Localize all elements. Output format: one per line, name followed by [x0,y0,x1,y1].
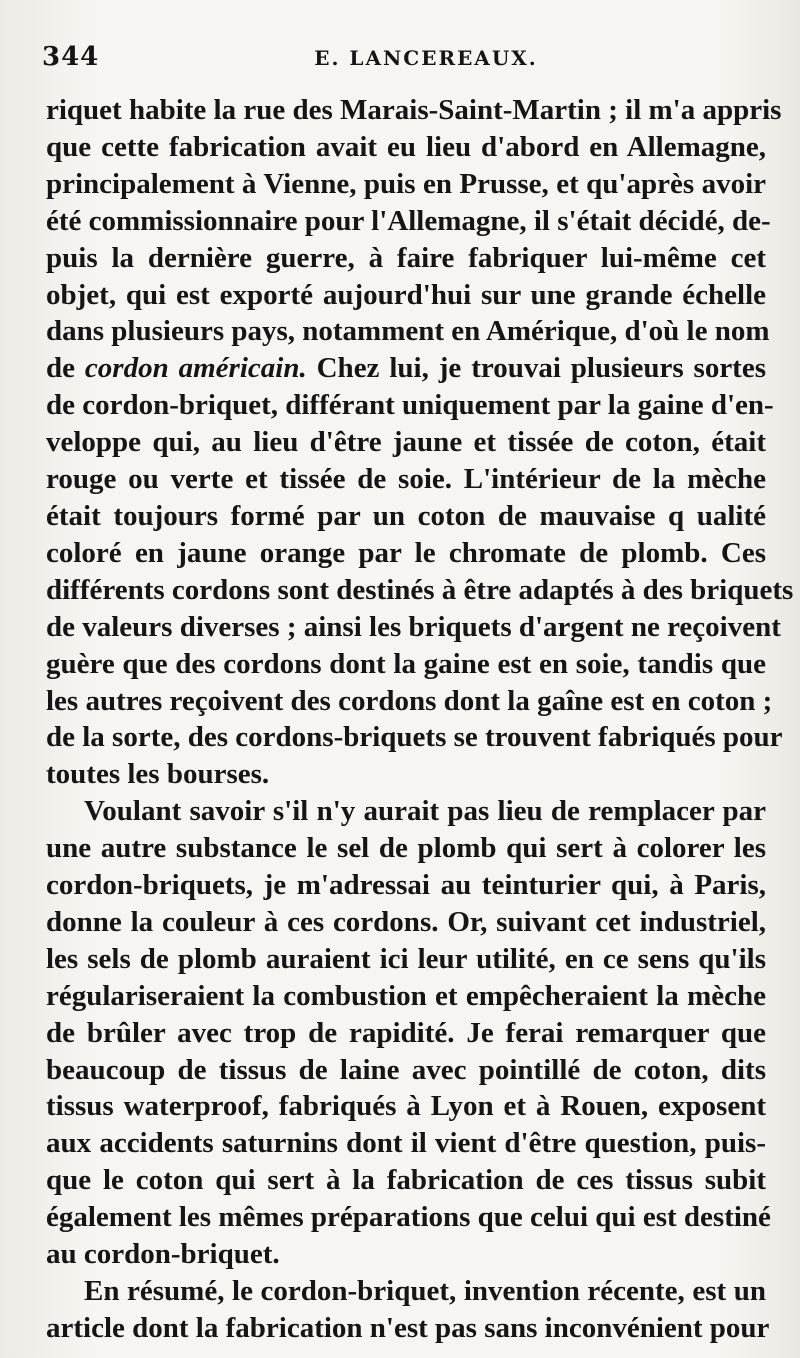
text-line: de cordon américain. Chez lui, je trouvai plusieurs sortes [46,352,766,385]
text-line: puis la dernière guerre, à faire fabriquer lui-même cet [46,241,766,274]
text-line: guère que des cordons dont la gaine est en soie, tandis que [46,647,766,680]
body-text [46,92,794,1347]
text-line: au cordon-briquet. [46,1238,280,1271]
text-line: les autres reçoivent des cordons dont la gaîne est en coton ; [46,684,773,717]
text-line: également les mêmes préparations que celui qui est destiné [46,1201,771,1234]
text-line: veloppe qui, au lieu d'être jaune et tissée de coton, était [46,426,766,459]
text-line: de valeurs diverses ; ainsi les briquets d'argent ne reçoivent [46,610,781,643]
paragraph [46,793,771,1273]
text-line: de brûler avec trop de rapidité. Je ferai remarquer que [46,1016,766,1049]
text-line: riquet habite la rue des Marais-Saint-Martin ; il m'a appris [46,94,782,126]
text-line: les sels de plomb auraient ici leur utilité, en ce sens qu'ils [46,942,766,975]
text-line: que le coton qui sert à la fabrication de ces tissus subit [46,1164,766,1197]
text-line: cordon-briquets, je m'adressai au teinturier qui, à Paris, [46,869,766,902]
text-line: coloré en jaune orange par le chromate de plomb. Ces [46,536,766,569]
paragraph [46,1273,770,1347]
text-line: objet, qui est exporté aujourd'hui sur une grande échelle [46,278,766,311]
text-line: régulariseraient la combustion et empêcheraient la mèche [46,979,766,1012]
page-header [42,40,766,80]
text-line: était toujours formé par un coton de mauvaise q ualité [46,499,766,532]
text-line: donne la couleur à ces cordons. Or, suivant cet industriel, [46,905,766,938]
text-line: toutes les bourses. [46,758,270,791]
text-line: Voulant savoir s'il n'y aurait pas lieu de remplacer par [84,795,766,828]
text-line: En résumé, le cordon-briquet, invention récente, est un [84,1275,766,1307]
text-line: article dont la fabrication n'est pas sans inconvénient pour [46,1311,770,1344]
text-line: principalement à Vienne, puis en Prusse, et qu'après avoir [46,167,766,200]
text-line: rouge ou verte et tissée de soie. L'intérieur de la mèche [46,463,766,496]
text-line: une autre substance le sel de plomb qui sert à colorer les [46,832,766,865]
text-line: dans plusieurs pays, notamment en Amérique, d'où le nom [46,315,770,348]
text-line: de la sorte, des cordons-briquets se trouvent fabriqués pour [46,721,783,754]
page-number: 344 [42,42,100,72]
text-line: tissus waterproof, fabriqués à Lyon et à Rouen, exposent [46,1090,766,1123]
text-line: que cette fabrication avait eu lieu d'abord en Allemagne, [46,130,766,163]
paragraph [46,92,794,793]
text-line: été commissionnaire pour l'Allemagne, il s'était décidé, de- [46,204,771,237]
text-line: de cordon-briquet, différant uniquement par la gaine d'en- [46,389,774,422]
text-line: aux accidents saturnins dont il vient d'être question, puis- [46,1127,766,1160]
text-line: beaucoup de tissus de laine avec pointillé de coton, dits [46,1053,766,1086]
text-line: différents cordons sont destinés à être adaptés à des briquets [46,573,794,606]
running-head: E. LANCEREAUX. [314,46,538,70]
